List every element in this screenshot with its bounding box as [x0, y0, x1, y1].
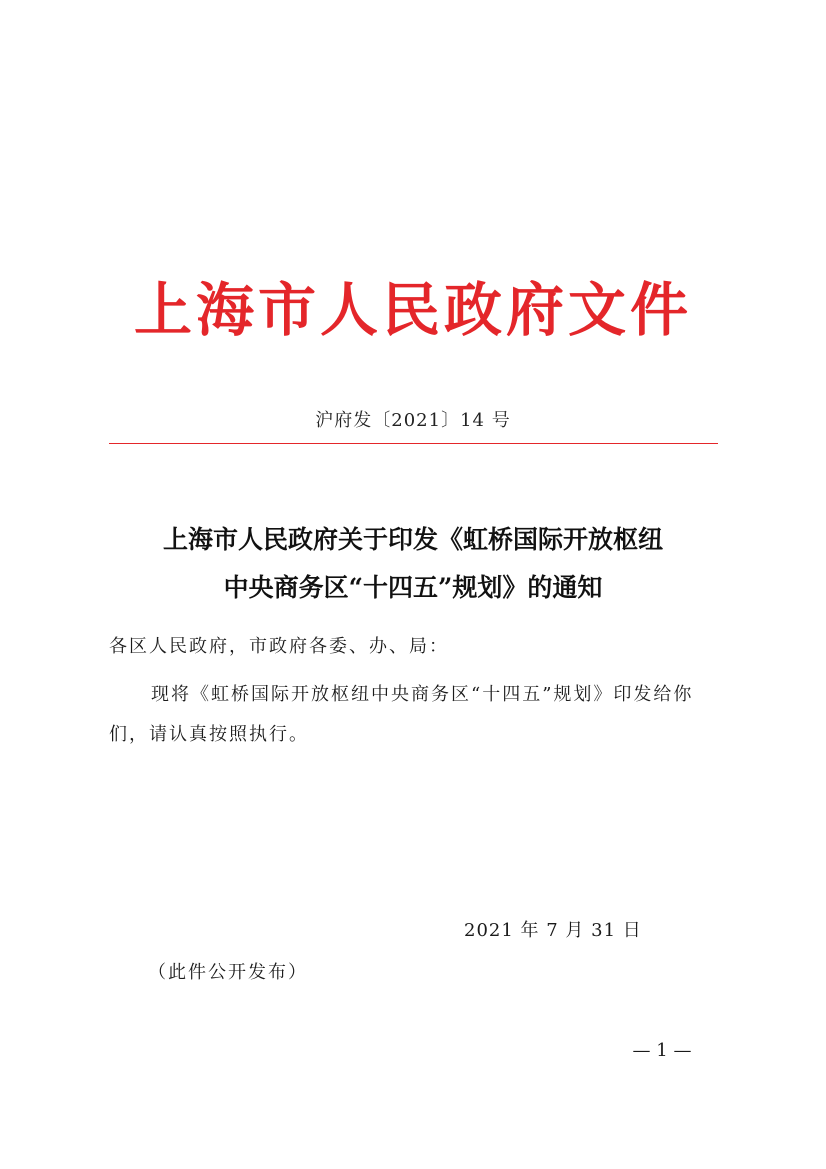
document-title-line-1: 上海市人民政府关于印发《虹桥国际开放枢纽: [162, 525, 663, 554]
document-number: 沪府发〔2021〕14 号: [315, 410, 511, 431]
body-paragraph: 现将《虹桥国际开放枢纽中央商务区“十四五”规划》印发给你们，请认真按照执行。: [109, 684, 694, 745]
release-note: （此件公开发布）: [148, 962, 308, 983]
document-title-line-2: 中央商务区“十四五”规划》的通知: [223, 573, 603, 602]
salutation: 各区人民政府，市政府各委、办、局：: [109, 636, 449, 657]
document-title: [80, 516, 746, 612]
page-number: — 1 —: [632, 1040, 692, 1061]
red-divider-line: [109, 443, 718, 444]
masthead-title: 上海市人民政府文件: [133, 276, 692, 344]
issue-date: 2021 年 7 月 31 日: [464, 920, 642, 941]
